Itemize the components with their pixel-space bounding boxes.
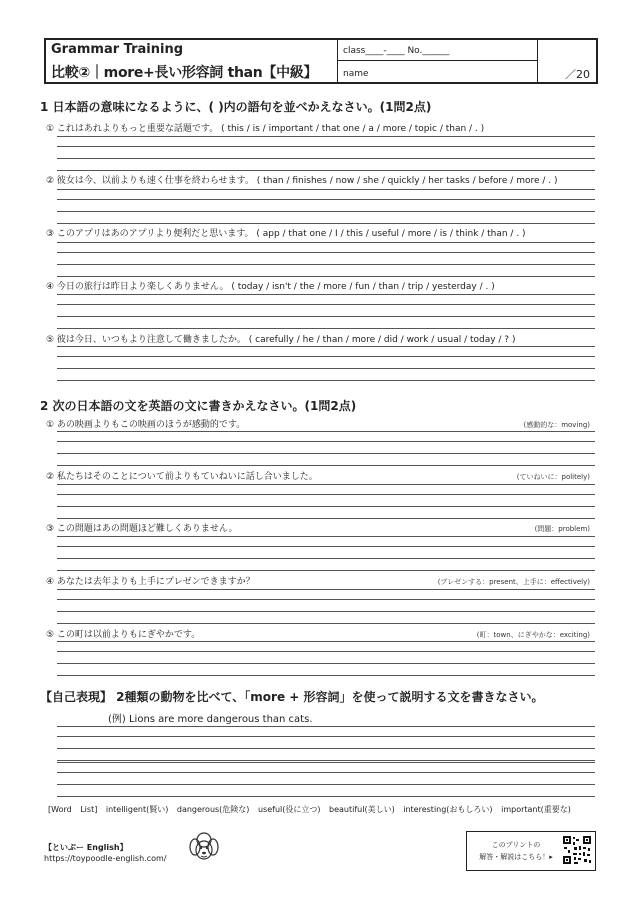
section2-title: 2 次の日本語の文を英語の文に書きかえなさい。(1問2点) [40,399,357,413]
s1-question-5: ⑤ 彼は今日、いつもより注意して働きましたか。 ( carefully / he / than / more / did / work / usual / today / ? ) [46,335,516,345]
example-sentence: (例) Lions are more dangerous than cats. [108,714,313,725]
s2-hint-1: (感動的な：moving) [523,421,590,429]
word-list: [Word List] intelligent(賢い) dangerous(危険な) useful(役に立つ) beautiful(美しい) interesting(おもしろい) important(重要な) [48,805,571,814]
s2-hint-3: (問題：problem) [534,525,590,533]
brand-logo: 【といぷー English】 [44,843,128,852]
name-label: name [343,69,369,79]
section1-title: 1 日本語の意味になるように、( )内の語句を並べかえなさい。(1問2点) [40,100,432,114]
s2-hint-2: (ていねいに：politely) [516,473,590,481]
s2-answer-lines-5[interactable] [57,641,595,676]
s1-answer-lines-1[interactable] [57,136,595,171]
score-cell [538,40,596,82]
s1-answer-lines-4[interactable] [57,294,595,329]
s2-question-1: ① あの映画よりもこの映画のほうが感動的です。 [46,420,246,430]
s2-answer-lines-3[interactable] [57,536,595,571]
student-info-cell [338,40,538,82]
s1-answer-lines-2[interactable] [57,189,595,224]
s2-answer-lines-1[interactable] [57,431,595,466]
s2-answer-lines-2[interactable] [57,484,595,519]
poodle-icon [184,830,224,866]
class-number-label: class____-____ No.______ [343,46,450,56]
s2-answer-lines-4[interactable] [57,589,595,624]
qr-code-icon[interactable] [562,835,592,865]
s2-question-2: ② 私たちはそのことについて前よりもていねいに話し合いました。 [46,472,318,482]
s3-answer-lines-1[interactable] [57,726,595,761]
score-total: ／20 [565,68,590,81]
s1-question-2: ② 彼女は今、以前よりも速く仕事を終わらせます。 ( than / finishes / now / she / quickly / her tasks / before / more / . ) [46,176,558,186]
worksheet-header [44,38,598,84]
s2-hint-5: (町：town、にぎやかな：exciting) [476,631,590,639]
title-cell [46,40,338,82]
worksheet-title: Grammar Training [51,42,184,57]
s1-question-4: ④ 今日の旅行は昨日より楽しくありません。 ( today / isn't / the / more / fun / than / trip / yesterday / . ) [46,282,495,292]
s1-answer-lines-3[interactable] [57,242,595,277]
worksheet-subtitle: 比較②｜more+長い形容詞 than【中級】 [51,65,318,81]
s1-question-1: ① これはあれよりもっと重要な話題です。 ( this / is / important / that one / a / more / topic / than / . ) [46,124,485,134]
site-url[interactable]: https://toypoodle-english.com/ [44,854,167,863]
section3-title: 【自己表現】 2種類の動物を比べて、「more + 形容詞」を使って説明する文を書きなさい。 [40,690,544,704]
s2-question-3: ③ この問題はあの問題ほど難しくありません。 [46,524,238,534]
promo-line-1: このプリントの [491,841,541,849]
s2-question-4: ④ あなたは去年よりも上手にプレゼンできますか？ [46,577,255,587]
answer-link-box[interactable] [466,831,596,871]
s2-question-5: ⑤ この町は以前よりもにぎやかです。 [46,630,201,640]
promo-line-2: 解答・解説はこちら！▸ [479,853,553,861]
s1-answer-lines-5[interactable] [57,346,595,381]
s3-answer-lines-2[interactable] [57,762,595,797]
s2-hint-4: (プレゼンする：present、上手に：effectively) [437,578,590,586]
s1-question-3: ③ このアプリはあのアプリより便利だと思います。 ( app / that one / I / this / useful / more / is / think / than / . ) [46,229,526,239]
